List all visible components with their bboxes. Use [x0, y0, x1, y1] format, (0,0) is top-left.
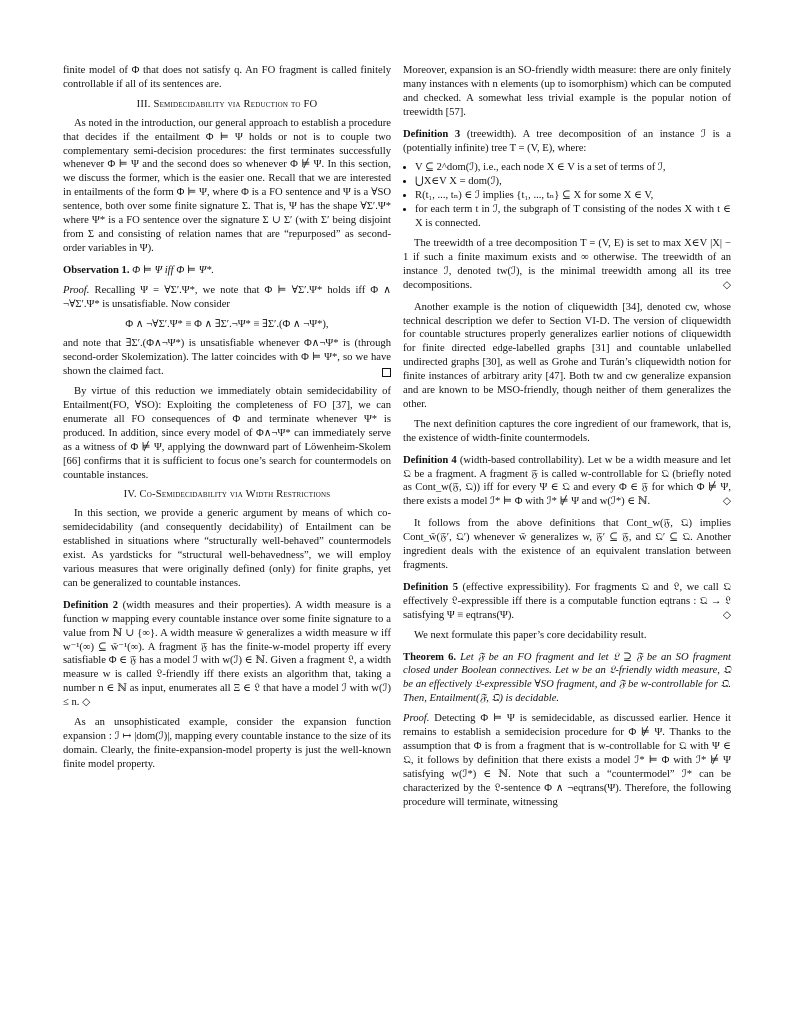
proof-1-part-b [63, 337, 391, 379]
definition-5-body: For fragments 𝔔 and 𝔏, we call 𝔔 effectively 𝔏-expressible iff there is a computable function eqtrans : 𝔔 → 𝔏 satisfying Ψ ≡ eqtrans(Ψ). [403, 581, 731, 621]
section-3-paragraph: As noted in the introduction, our general approach to establish a procedure that decides if the entailment Φ ⊨ Ψ holds or not is to couple two complementary semi-decision procedures: the first terminates successfully whenever Φ ⊨ Ψ and the second does so whenever Φ ⊭ Ψ. In this section, we discuss the former, which is the easier one. Recall that we are interested in entailments of the form Φ ⊨ Ψ, where Φ is a FO sentence and Ψ is a ∀SO sentence, both over some finite signature Σ. That is, Ψ has the shape ∀Σ′.Ψ* where Ψ* is a FO sentence over the signature Σ ∪ Σ′ (with Σ′ being disjoint from Σ and consisting of relation names that are “repurposed” as second-order variables in Ψ). [63, 117, 391, 254]
definition-3-body: A tree decomposition of an instance ℐ is a (potentially infinite) tree T = (V, E), where: [403, 128, 731, 154]
proof-6 [403, 712, 731, 809]
virtue-paragraph: By virtue of this reduction we immediately obtain semidecidability of Entailment(FO, ∀SO): Exploiting the completeness of FO [37], we can enumerate all FO consequences of Φ and terminate whenever Ψ* is produced. In addition, since every model of Φ∧¬Ψ* can immediately serve as a witness of Φ ⊭ Ψ, applying the downward part of Löwenheim-Skolem [66] confirms that it is sufficient to focus one’s search for countermodels on countable instances. [63, 386, 391, 481]
theorem-6-body: Let 𝔉 be an FO fragment and let 𝔏 ⊇ 𝔉 be an SO fragment closed under Boolean connectives. Let w be an 𝔏-friendly width measure, 𝔔 be an effectively 𝔏-expressible ∀SO fragment, and 𝔉 be w-controllable for 𝔔. Then, Entailment(𝔉, 𝔔) is decidable. [403, 651, 731, 705]
section-4-paragraph: In this section, we provide a generic argument by means of which co-semidecidability (and consequently decidability) of Entailment can be established in situations where “structurally well-behaved” countermodels exist. As yardsticks for “structural well-behavedness”, we will employ various measures that were originally defined (only) for finite graphs, yet can be generalized to countable instances. [63, 508, 391, 589]
definition-3-item: • ⋃X∈V X = dom(ℐ), [415, 175, 731, 189]
definition-3-item: • for each term t in ℐ, the subgraph of T consisting of the nodes X with t ∈ X is connected. [415, 203, 731, 231]
definition-2-title: (width measures and their properties). [122, 599, 291, 611]
definition-2-body: A width measure is a function w mapping every countable instance over some finite signature to a value from ℕ ∪ {∞}. A width measure w̃ generalizes a width measure w iff w⁻¹(∞) ⊆ w̃⁻¹(∞). A fragment 𝔉 has the finite-w-model property iff every satisfiable Φ ∈ 𝔉 has a model ℐ with w(ℐ) ∈ ℕ. Given a fragment 𝔏, a width measure w is called 𝔏-friendly iff there exists an algorithm that, taking a number n ∈ ℕ as input, enumerates all Ξ ∈ 𝔏 that have a model ℐ with w(ℐ) ≤ n. [63, 599, 391, 709]
next-definition-paragraph: The next definition captures the core ingredient of our framework, that is, the existence of width-finite countermodels. [403, 418, 731, 444]
we-next-paragraph: We next formulate this paper’s core decidability result. [414, 629, 647, 641]
definition-4 [403, 454, 731, 510]
theorem-6 [403, 651, 731, 707]
observation-1 [63, 264, 391, 278]
definition-3-item: • V ⊆ 2^dom(ℐ), i.e., each node X ∈ V is a set of terms of ℐ, [415, 161, 731, 175]
observation-1-body: Φ ⊨ Ψ iff Φ ⊨ Ψ*. [132, 264, 215, 276]
proof-1-text-b: and note that ∃Σ′.(Φ∧¬Ψ*) is unsatisfiable whenever Φ∧¬Ψ* is (through second-order Skolemization). The latter coincides with Φ ⊨ Ψ*, so we have shown the claimed fact. [63, 338, 391, 378]
definition-5-title: (effective expressibility). [462, 581, 571, 593]
end-diamond-icon: ◇ [82, 697, 91, 709]
follows-paragraph: It follows from the above definitions that Cont_w(𝔉, 𝔔) implies Cont_w̃(𝔉′, 𝔔′) whenever w̃ generalizes w, 𝔉′ ⊆ 𝔉, and 𝔔′ ⊆ 𝔔. Another ingredient deals with the existence of an equivalent translation between fragments. [403, 518, 731, 571]
end-diamond-icon: ◇ [722, 279, 731, 291]
definition-4-label: Definition 4 [403, 454, 457, 466]
definition-4-body: Let w be a width measure and let 𝔔 be a fragment. A fragment 𝔉 is called w-controllable for 𝔔 (briefly noted as Cont_w(𝔉, 𝔔)) iff for every Ψ ∈ 𝔔 and every Φ ∈ 𝔉 for which Φ ⊭ Ψ, there exists a model ℐ* ⊨ Φ with ℐ* ⊭ Ψ and w(ℐ*) ∈ ℕ. [403, 454, 732, 508]
proof-1-equation: Φ ∧ ¬∀Σ′.Ψ* ≡ Φ ∧ ∃Σ′.¬Ψ* ≡ ∃Σ′.(Φ ∧ ¬Ψ*), [125, 318, 329, 330]
proof-1-part-a [63, 284, 391, 312]
qed-square-icon [382, 368, 391, 377]
section-3-heading: III. Semidecidability via Reduction to FO [136, 98, 318, 110]
section-4-heading: IV. Co-Semidecidability via Width Restrictions [123, 489, 331, 501]
end-diamond-icon: ◇ [722, 496, 731, 508]
definition-3-list [403, 161, 731, 231]
left-column [63, 64, 391, 778]
definition-3-label: Definition 3 [403, 128, 461, 140]
end-diamond-icon: ◇ [722, 609, 731, 621]
definition-5 [403, 581, 731, 623]
definition-3-item: • R(t₁, ..., tₙ) ∈ ℐ implies {t₁, ..., tₙ} ⊆ X for some X ∈ V, [415, 189, 731, 203]
proof-6-label: Proof. [403, 713, 430, 725]
proof-1-text-a: Recalling Ψ = ∀Σ′.Ψ*, we note that Φ ⊨ ∀Σ′.Ψ* holds iff Φ ∧ ¬∀Σ′.Ψ* is unsatisfiable. Now consider [63, 284, 391, 310]
cliquewidth-paragraph: Another example is the notion of cliquewidth [34], denoted cw, whose technical description we defer to Section VI-D. The version of cliquewidth for countable structures properly generalizes earlier notions of cliquewidth for finite directed edge-labelled graphs [31] and countable unlabelled undirected graphs [30], as well as Grohe and Turán’s cliquewidth notion for finite instances of arbitrary arity [47]. Both tw and cw generalize expansion and are known to be MSO-friendly, though neither of them generalizes the other. [403, 301, 731, 410]
observation-1-label: Observation 1. [63, 264, 130, 276]
definition-3-tail [403, 237, 731, 293]
intro-paragraph: finite model of Φ that does not satisfy q. An FO fragment is called finitely controllable if all of its sentences are. [63, 65, 391, 90]
proof-6-text: Detecting Φ ⊨ Ψ is semidecidable, as discussed earlier. Hence it remains to establish a semidecision procedure for Φ ⊭ Ψ. Thanks to the assumption that Φ is from a fragment that is w-controllable for 𝔔 with Ψ ∈ 𝔔, it follows by definition that there exists a model ℐ* ⊨ Φ with ℐ* ⊭ Ψ satisfying w(ℐ*) ∈ ℕ. Note that such a “countermodel” ℐ* can be characterized by the 𝔏-sentence Φ ∧ ¬eqtrans(Ψ). Therefore, the following procedure will terminate, witnessing [403, 713, 731, 808]
moreover-paragraph: Moreover, expansion is an SO-friendly width measure: there are only finitely many instances with n elements (up to isomorphism) which can be computed and checked. A somewhat less trivial example is the popular notion of treewidth [57]. [403, 65, 731, 118]
definition-5-label: Definition 5 [403, 581, 459, 593]
definition-2-label: Definition 2 [63, 599, 119, 611]
definition-4-title: (width-based controllability). [459, 454, 585, 466]
right-column [403, 64, 731, 816]
proof-1-label: Proof. [63, 284, 90, 296]
definition-3-tail-text: The treewidth of a tree decomposition T = (V, E) is set to max X∈V |X| − 1 if such a finite maximum exists and ∞ otherwise. The treewidth of an instance ℐ, denoted tw(ℐ), is the minimal treewidth among all its tree decompositions. [403, 237, 731, 291]
definition-2 [63, 599, 391, 710]
definition-3 [403, 128, 731, 156]
unsophisticated-example-paragraph: As an unsophisticated example, consider the expansion function expansion : ℐ ↦ |dom(ℐ)|, mapping every countable instance to the size of its domain. Clearly, the finite-expansion-model property is just the well-known finite model property. [63, 717, 391, 770]
definition-3-title: (treewidth). [466, 128, 517, 140]
theorem-6-label: Theorem 6. [403, 651, 457, 663]
